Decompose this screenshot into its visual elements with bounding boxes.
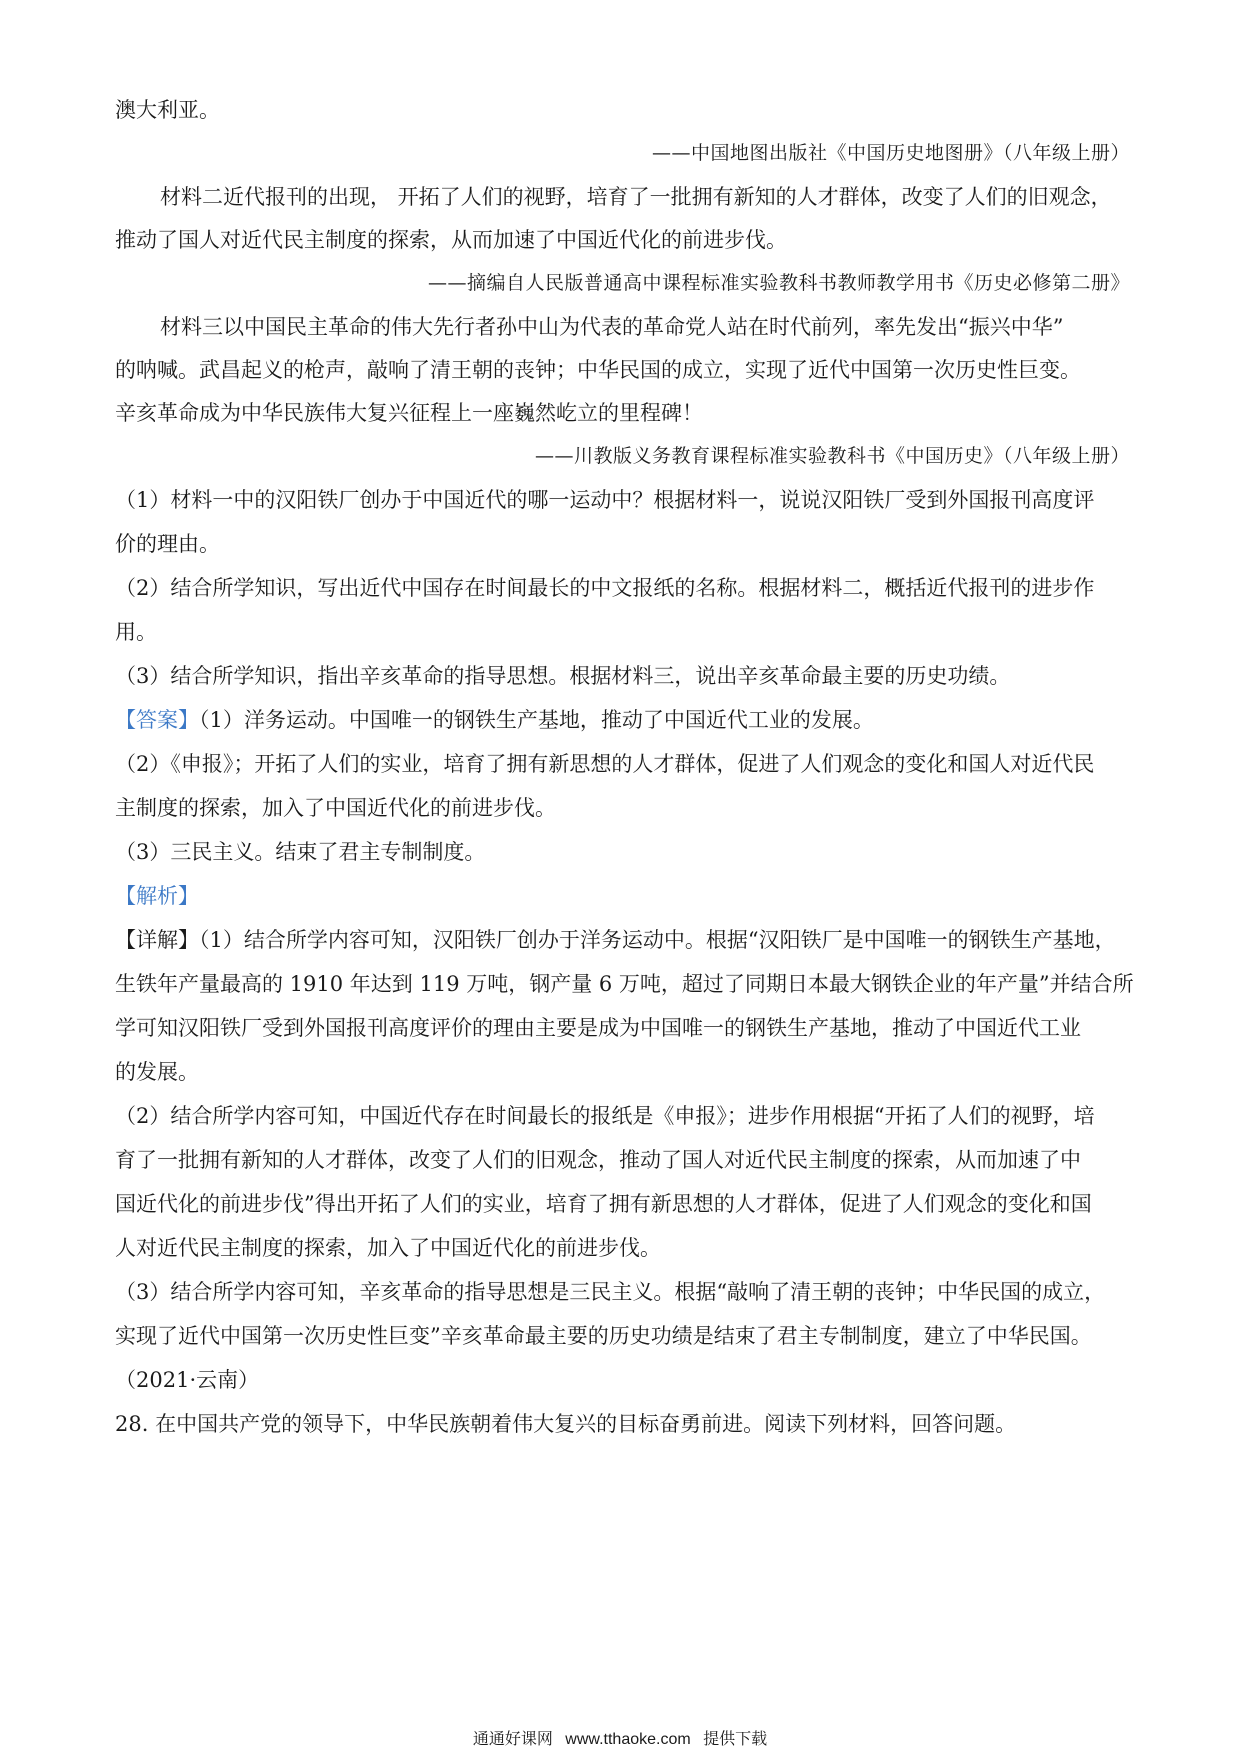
detail-1-cont: 的发展。 [115,1060,199,1084]
answer-2: （2）《申报》；开拓了人们的实业，培育了拥有新思想的人才群体，促进了人们观念的变化和国人对近代民 [115,752,1095,776]
text-line: 澳大利亚。 [115,98,220,122]
detail-2-cont: 育了一批拥有新知的人才群体，改变了人们的旧观念，推动了国人对近代民主制度的探索，从而加速了中 [115,1148,1081,1172]
detail-3: （3）结合所学内容可知，辛亥革命的指导思想是三民主义。根据“敲响了清王朝的丧钟；中华民国的成立， [115,1280,1106,1304]
footer-site-name: 通通好课网 [472,1731,553,1748]
detail-2-cont: 国近代化的前进步伐”得出开拓了人们的实业，培育了拥有新思想的人才群体，促进了人们观念的变化和国 [115,1192,1092,1216]
source-citation: ——摘编自人民版普通高中课程标准实验教科书教师教学用书《历史必修第二册》 [427,272,1130,294]
footer-note: 提供下载 [703,1731,768,1748]
detail-1-cont: 学可知汉阳铁厂受到外国报刊高度评价的理由主要是成为中国唯一的钢铁生产基地，推动了中国近代工业 [115,1016,1081,1040]
source-citation: ——中国地图出版社《中国历史地图册》（八年级上册） [651,142,1130,164]
detail-line-1 [115,926,1135,954]
question-1-cont: 价的理由。 [115,532,220,556]
text-line: 材料二近代报刊的出现， 开拓了人们的视野，培育了一批拥有新知的人才群体，改变了人们的旧观念， [160,185,1112,209]
text-line: 推动了国人对近代民主制度的探索，从而加速了中国近代化的前进步伐。 [115,228,787,252]
answer-1: （1）洋务运动。中国唯一的钢铁生产基地，推动了中国近代工业的发展。 [199,708,874,732]
page-footer [0,1726,1240,1749]
text-line: 辛亥革命成为中华民族伟大复兴征程上一座巍然屹立的里程碑！ [115,401,703,425]
question-3: （3）结合所学知识，指出辛亥革命的指导思想。根据材料三，说出辛亥革命最主要的历史功绩。 [115,664,1011,688]
answer-3: （3）三民主义。结束了君主专制制度。 [115,840,486,864]
detail-1-cont: 生铁年产量最高的 1910 年达到 119 万吨，钢产量 6 万吨，超过了同期日本最大钢铁企业的年产量”并结合所 [115,972,1134,996]
answer-line-1 [115,706,1135,734]
footer-url: www.tthaoke.com [565,1731,691,1748]
detail-3-cont: 实现了近代中国第一次历史性巨变”辛亥革命最主要的历史功绩是结束了君主专制制度，建立了中华民国。 [115,1324,1092,1348]
detail-label: 【详解】 [115,928,199,952]
detail-2-cont: 人对近代民主制度的探索，加入了中国近代化的前进步伐。 [115,1236,661,1260]
source-citation: ——川教版义务教育课程标准实验教科书《中国历史》（八年级上册） [534,445,1130,467]
question-2: （2）结合所学知识，写出近代中国存在时间最长的中文报纸的名称。根据材料二，概括近代报刊的进步作 [115,576,1095,600]
question-2-cont: 用。 [115,620,157,644]
answer-label: 【答案】 [115,708,199,732]
detail-1: （1）结合所学内容可知，汉阳铁厂创办于洋务运动中。根据“汉阳铁厂是中国唯一的钢铁生产基地， [199,928,1116,952]
question-source-year: （2021·云南） [115,1368,260,1392]
detail-2: （2）结合所学内容可知，中国近代存在时间最长的报纸是《申报》；进步作用根据“开拓了人们的视野，培 [115,1104,1095,1128]
question-1: （1）材料一中的汉阳铁厂创办于中国近代的哪一运动中？根据材料一，说说汉阳铁厂受到外国报刊高度评 [115,488,1095,512]
answer-2-cont: 主制度的探索，加入了中国近代化的前进步伐。 [115,796,556,820]
text-line: 的呐喊。武昌起义的枪声，敲响了清王朝的丧钟；中华民国的成立，实现了近代中国第一次历史性巨变。 [115,358,1081,382]
question-28: 28. 在中国共产党的领导下，中华民族朝着伟大复兴的目标奋勇前进。阅读下列材料，回答问题。 [115,1412,1017,1436]
analysis-label: 【解析】 [115,884,199,908]
text-line: 材料三以中国民主革命的伟大先行者孙中山为代表的革命党人站在时代前列，率先发出“振兴中华” [160,315,1064,339]
